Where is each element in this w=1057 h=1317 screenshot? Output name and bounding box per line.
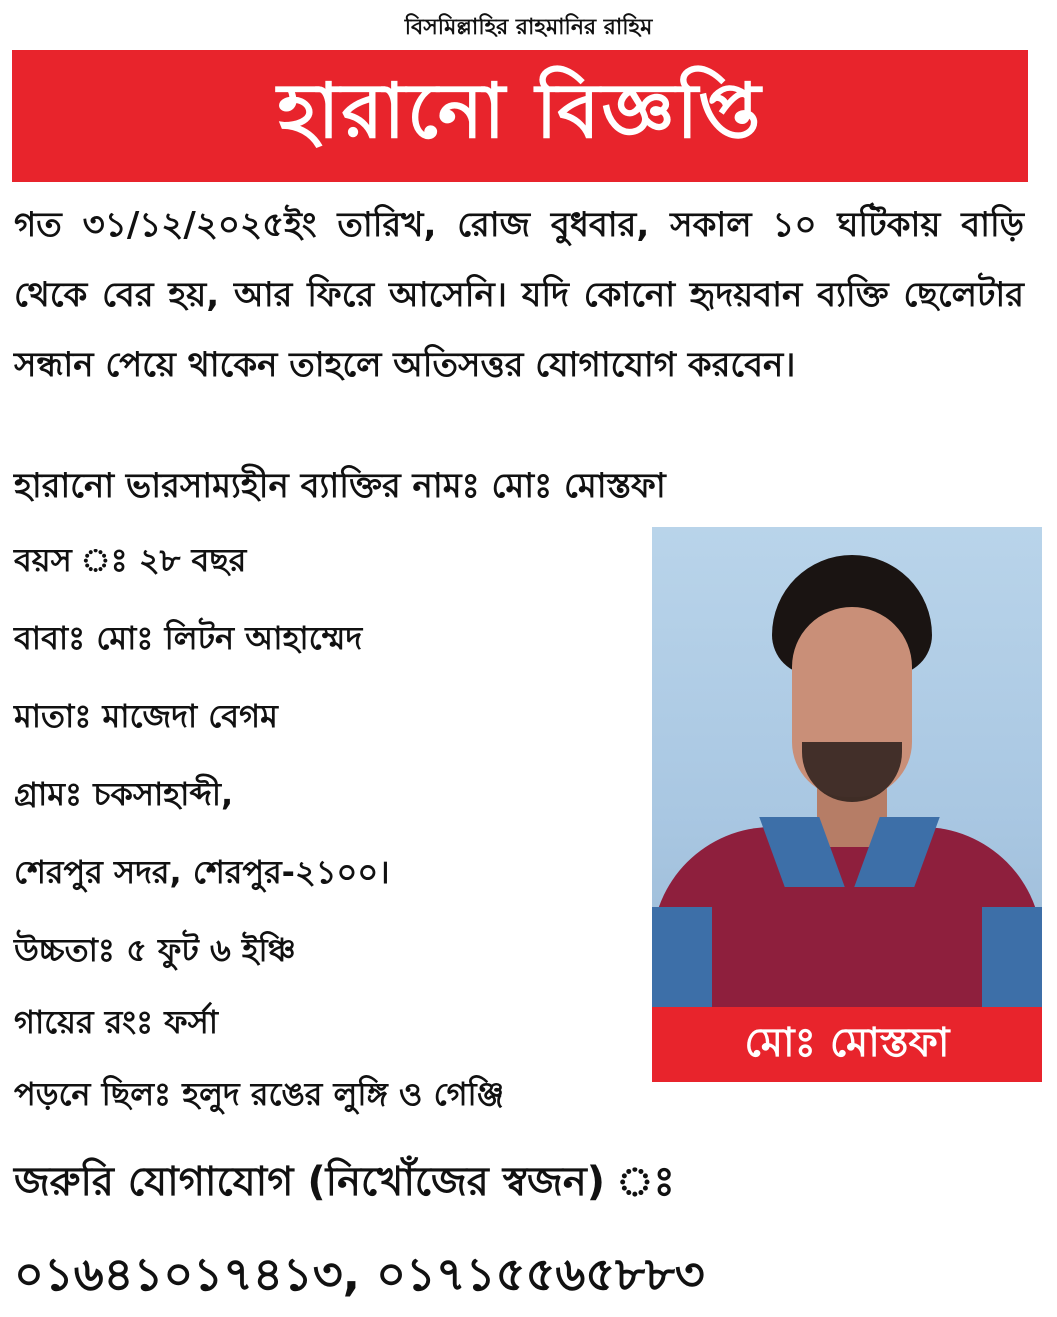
- photo-sleeve-left: [652, 907, 712, 1007]
- photo-caption: মোঃ মোস্তফা: [652, 1007, 1042, 1082]
- person-photo: [652, 527, 1042, 1007]
- complexion-line: গায়ের রংঃ ফর্সা: [14, 1003, 219, 1041]
- address-line: শেরপুর সদর, শেরপুর-২১০০।: [14, 853, 390, 891]
- photo-sleeve-right: [982, 907, 1042, 1007]
- mother-line: মাতাঃ মাজেদা বেগম: [14, 697, 278, 735]
- father-line: বাবাঃ মোঃ লিটন আহাম্মেদ: [14, 619, 363, 657]
- page-title: হারানো বিজ্ঞপ্তি: [277, 65, 763, 155]
- bismillah-header: বিসমিল্লাহির রাহমানির রাহিম: [404, 15, 653, 40]
- intro-paragraph: গত ৩১/১২/২০২৫ইং তারিখ, রোজ বুধবার, সকাল ১০ ঘটিকায় বাড়ি থেকে বের হয়, আর ফিরে আসেনি। যদি কোনো হৃদয়বান ব্যক্তি ছেলেটার সন্ধান পেয়ে থাকেন তাহলে অতিসত্তর যোগাযোগ করবেন।: [14, 205, 1024, 385]
- age-line: বয়স ঃ ২৮ বছর: [14, 541, 247, 579]
- village-line: গ্রামঃ চকসাহাব্দী,: [14, 775, 234, 813]
- title-banner: [12, 50, 1028, 182]
- contact-title: জরুরি যোগাযোগ (নিখোঁজের স্বজন) ঃ: [14, 1159, 675, 1205]
- missing-person-name: হারানো ভারসাম্যহীন ব্যাক্তির নামঃ মোঃ মোস্তফা: [14, 466, 666, 506]
- details-list: [14, 530, 644, 1136]
- contact-phones: ০১৬৪১০১৭৪১৩, ০১৭১৫৫৬৫৮৮৩: [14, 1247, 705, 1301]
- height-line: উচ্চতাঃ ৫ ফুট ৬ ইঞ্চি: [14, 931, 296, 969]
- clothing-line: পড়নে ছিলঃ হলুদ রঙের লুঙ্গি ও গেঞ্জি: [14, 1075, 505, 1113]
